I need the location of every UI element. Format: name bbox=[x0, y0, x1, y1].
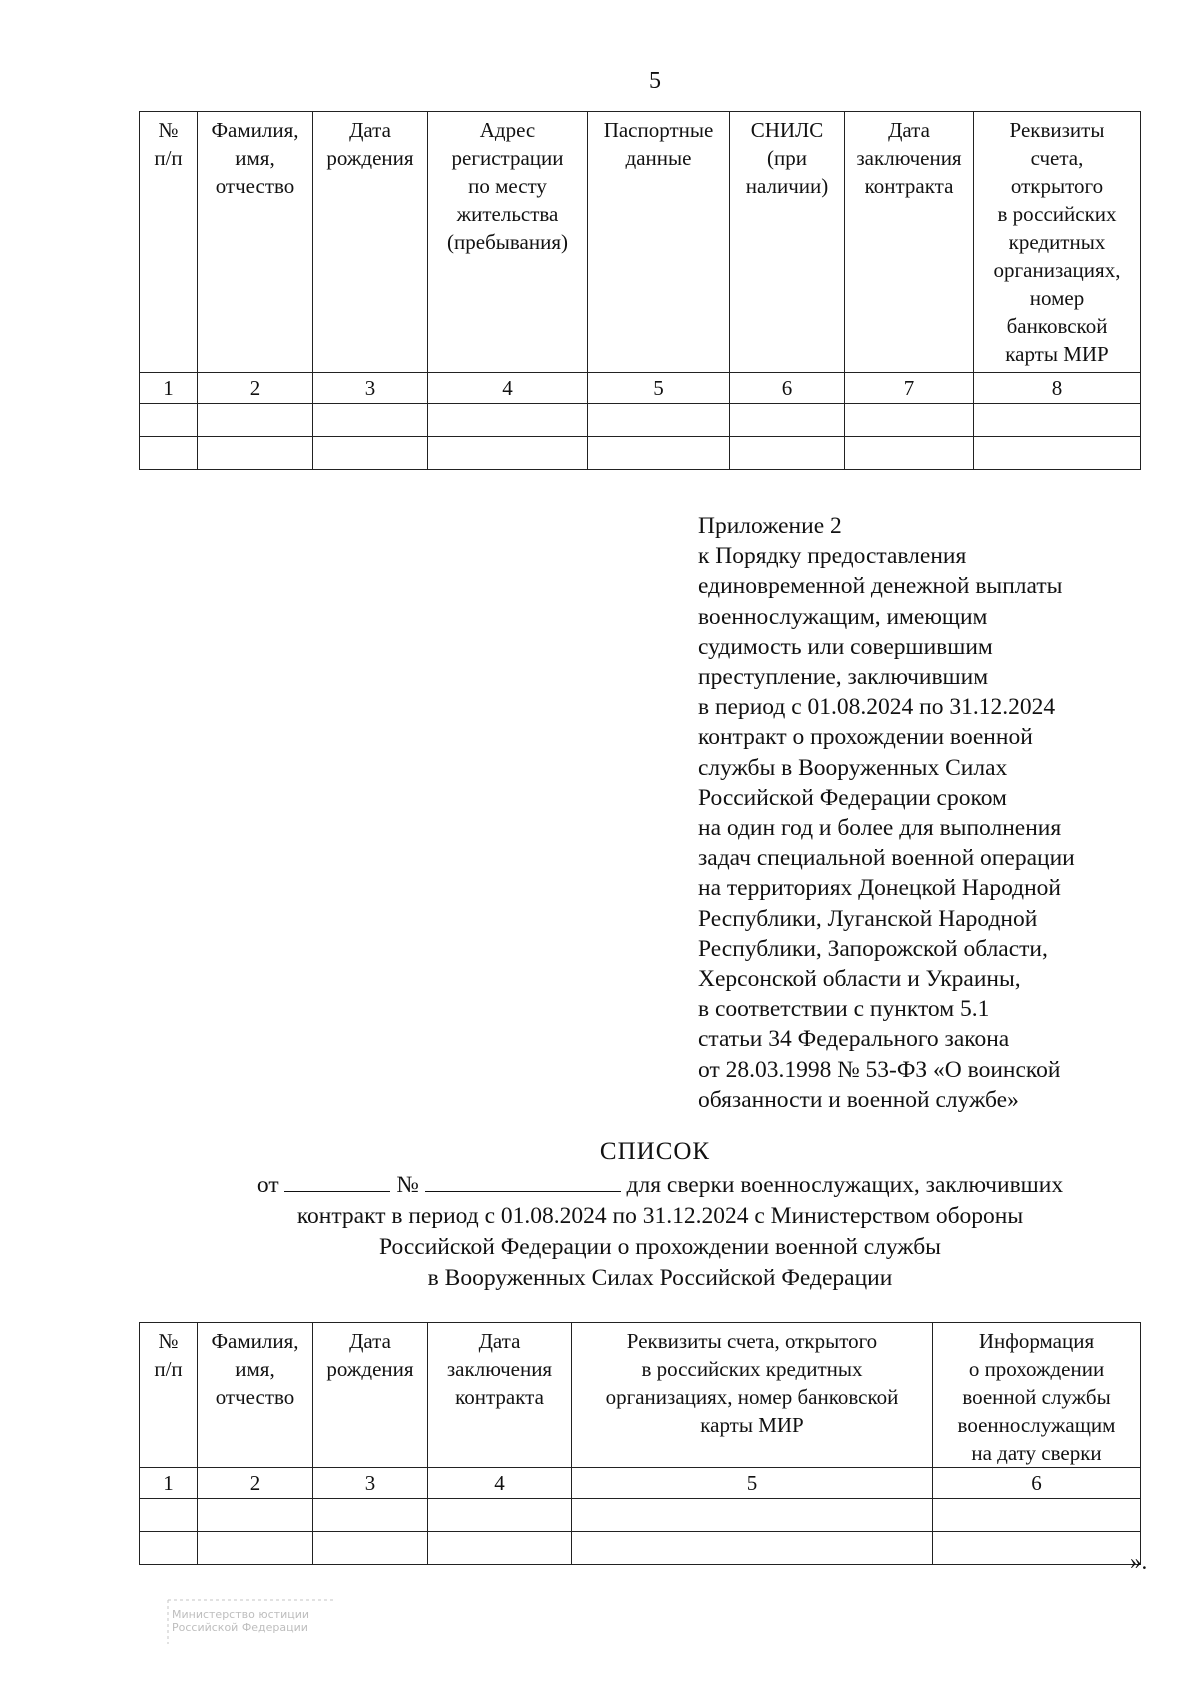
header-line: Реквизиты счета, открытого bbox=[626, 1329, 878, 1353]
header-line: имя, bbox=[235, 146, 275, 170]
column-number: 4 bbox=[428, 373, 588, 404]
table-cell bbox=[198, 1499, 313, 1532]
header-line: регистрации bbox=[451, 146, 564, 170]
annex-line: судимость или совершившим bbox=[698, 633, 993, 660]
table-1-header-cell bbox=[974, 112, 1141, 373]
list-subtitle-line-1 bbox=[200, 1170, 1120, 1201]
column-number: 6 bbox=[730, 373, 845, 404]
header-line: военной службы bbox=[962, 1385, 1111, 1409]
table-cell bbox=[588, 404, 730, 437]
header-line: отчество bbox=[215, 174, 295, 198]
annex-line: службы в Вооруженных Силах bbox=[698, 754, 1008, 781]
annex-line: в соответствии с пунктом 5.1 bbox=[698, 996, 990, 1023]
header-line: по месту bbox=[468, 174, 547, 198]
column-number: 1 bbox=[140, 373, 198, 404]
annex-line: на один год и более для выполнения bbox=[698, 815, 1062, 842]
header-line: Дата bbox=[349, 1329, 391, 1353]
header-line: отчество bbox=[215, 1385, 295, 1409]
header-line: контракта bbox=[864, 174, 954, 198]
annex-line: Республики, Луганской Народной bbox=[698, 905, 1038, 932]
table-1-header-cell bbox=[140, 112, 198, 373]
header-line: данные bbox=[625, 146, 692, 170]
list-subtitle-line-2: контракт в период с 01.08.2024 по 31.12.2024 с Министерством обороны bbox=[296, 1203, 1024, 1229]
column-number: 3 bbox=[313, 1468, 428, 1499]
annex-line: преступление, заключившим bbox=[698, 664, 989, 691]
list-subtitle-line-4: в Вооруженных Силах Российской Федерации bbox=[427, 1265, 893, 1291]
column-number: 6 bbox=[933, 1468, 1141, 1499]
page-number: 5 bbox=[649, 68, 661, 94]
header-line: Адрес bbox=[479, 118, 536, 142]
table-1-header-cell bbox=[428, 112, 588, 373]
list-subtitle-text: для сверки военнослужащих, заключивших bbox=[626, 1172, 1064, 1198]
table-cell bbox=[198, 437, 313, 470]
table-row bbox=[140, 1499, 1141, 1532]
table-cell bbox=[730, 404, 845, 437]
annex-line: единовременной денежной выплаты bbox=[698, 573, 1063, 600]
header-line: Фамилия, bbox=[211, 118, 299, 142]
header-line: военнослужащим bbox=[957, 1413, 1116, 1437]
stamp-line: Российской Федерации bbox=[172, 1621, 308, 1634]
stamp-line: Министерство юстиции bbox=[172, 1608, 310, 1621]
annex-line: военнослужащим, имеющим bbox=[698, 603, 988, 630]
table-cell bbox=[428, 437, 588, 470]
list-title: СПИСОК bbox=[599, 1138, 711, 1165]
column-number: 2 bbox=[198, 1468, 313, 1499]
header-line: рождения bbox=[326, 146, 414, 170]
table-cell bbox=[428, 1532, 572, 1565]
header-line: кредитных bbox=[1008, 230, 1106, 254]
header-line: имя, bbox=[235, 1357, 275, 1381]
header-line: п/п bbox=[154, 1357, 183, 1381]
table-1 bbox=[139, 111, 1141, 470]
table-cell bbox=[428, 404, 588, 437]
header-line: заключения bbox=[446, 1357, 553, 1381]
column-number: 5 bbox=[588, 373, 730, 404]
header-line: (при bbox=[767, 146, 807, 170]
header-line: номер bbox=[1029, 286, 1085, 310]
table-cell bbox=[974, 404, 1141, 437]
table-row bbox=[140, 404, 1141, 437]
table-cell bbox=[933, 1499, 1141, 1532]
table-1-header-cell bbox=[313, 112, 428, 373]
table-cell bbox=[313, 437, 428, 470]
header-line: о прохождении bbox=[968, 1357, 1105, 1381]
table-2-header-cell bbox=[198, 1323, 313, 1468]
table-cell bbox=[198, 1532, 313, 1565]
header-line: организациях, bbox=[993, 258, 1121, 282]
annex-line: Российской Федерации сроком bbox=[698, 784, 1007, 811]
header-line: в российских кредитных bbox=[641, 1357, 863, 1381]
header-line: наличии) bbox=[745, 174, 829, 198]
table-cell bbox=[313, 404, 428, 437]
header-line: № bbox=[158, 118, 179, 142]
table-cell bbox=[572, 1499, 933, 1532]
header-line: банковской bbox=[1006, 314, 1108, 338]
header-line: Дата bbox=[478, 1329, 521, 1353]
header-line: Реквизиты bbox=[1009, 118, 1105, 142]
header-line: организациях, номер банковской bbox=[605, 1385, 899, 1409]
annex-line: контракт о прохождении военной bbox=[698, 724, 1033, 751]
header-line: жительства bbox=[456, 202, 559, 226]
header-line: контракта bbox=[455, 1385, 544, 1409]
header-line: Информация bbox=[978, 1329, 1095, 1353]
header-line: карты МИР bbox=[700, 1413, 804, 1437]
annex-line: Херсонской области и Украины, bbox=[698, 966, 1021, 993]
header-line: Дата bbox=[349, 118, 391, 142]
header-line: СНИЛС bbox=[750, 118, 824, 142]
table-1-header-cell bbox=[198, 112, 313, 373]
table-2-header-cell bbox=[428, 1323, 572, 1468]
table-2-header-cell bbox=[313, 1323, 428, 1468]
table-cell bbox=[140, 437, 198, 470]
table-2-header-row bbox=[140, 1323, 1141, 1468]
from-label: от bbox=[256, 1172, 279, 1198]
table-2-number-row bbox=[140, 1468, 1141, 1499]
table-row bbox=[140, 1532, 1141, 1565]
table-cell bbox=[140, 404, 198, 437]
table-1-header-cell bbox=[730, 112, 845, 373]
table-row bbox=[140, 437, 1141, 470]
annex-line: на территориях Донецкой Народной bbox=[698, 875, 1061, 902]
table-cell bbox=[198, 404, 313, 437]
annex-line: задач специальной военной операции bbox=[698, 845, 1075, 872]
table-cell bbox=[933, 1532, 1141, 1565]
table-cell bbox=[140, 1532, 198, 1565]
table-cell bbox=[313, 1532, 428, 1565]
annex-line: статьи 34 Федерального закона bbox=[698, 1026, 1010, 1053]
header-line: заключения bbox=[856, 146, 962, 170]
header-line: № bbox=[158, 1329, 179, 1353]
header-line: Паспортные bbox=[603, 118, 714, 142]
table-cell bbox=[140, 1499, 198, 1532]
table-cell bbox=[572, 1532, 933, 1565]
column-number: 3 bbox=[313, 373, 428, 404]
table-1-header-cell bbox=[588, 112, 730, 373]
header-line: (пребывания) bbox=[447, 230, 568, 254]
table-cell bbox=[428, 1499, 572, 1532]
annex-line: Приложение 2 bbox=[698, 513, 842, 539]
annex-heading bbox=[698, 511, 1168, 1115]
table-cell bbox=[588, 437, 730, 470]
table-1-number-row bbox=[140, 373, 1141, 404]
header-line: рождения bbox=[326, 1357, 414, 1381]
number-blank bbox=[425, 1171, 621, 1192]
annex-line: Республики, Запорожской области, bbox=[698, 935, 1048, 962]
column-number: 8 bbox=[974, 373, 1141, 404]
table-2-header-cell bbox=[572, 1323, 933, 1468]
header-line: открытого bbox=[1010, 174, 1104, 198]
header-line: в российских bbox=[997, 202, 1117, 226]
column-number: 7 bbox=[845, 373, 974, 404]
number-sign: № bbox=[396, 1172, 419, 1198]
closing-quote-mark: ». bbox=[1130, 1549, 1148, 1574]
table-1-header-cell bbox=[845, 112, 974, 373]
table-2-header-cell bbox=[933, 1323, 1141, 1468]
annex-line: от 28.03.1998 № 53-ФЗ «О воинской bbox=[698, 1056, 1061, 1083]
header-line: на дату сверки bbox=[971, 1441, 1102, 1465]
header-line: Дата bbox=[888, 118, 930, 142]
list-subtitle-line-3: Российской Федерации о прохождении военной службы bbox=[379, 1234, 941, 1260]
column-number: 5 bbox=[572, 1468, 933, 1499]
column-number: 1 bbox=[140, 1468, 198, 1499]
annex-line: обязанности и военной службе» bbox=[698, 1086, 1019, 1113]
header-line: карты МИР bbox=[1005, 342, 1109, 366]
table-cell bbox=[730, 437, 845, 470]
date-blank bbox=[284, 1171, 390, 1192]
table-cell bbox=[845, 404, 974, 437]
table-2 bbox=[139, 1322, 1141, 1565]
table-cell bbox=[974, 437, 1141, 470]
table-2-header-cell bbox=[140, 1323, 198, 1468]
header-line: счета, bbox=[1030, 146, 1084, 170]
header-line: Фамилия, bbox=[211, 1329, 299, 1353]
table-cell bbox=[313, 1499, 428, 1532]
registration-stamp bbox=[166, 1594, 386, 1654]
table-1-header-row bbox=[140, 112, 1141, 373]
annex-line: в период с 01.08.2024 по 31.12.2024 bbox=[698, 694, 1056, 721]
column-number: 4 bbox=[428, 1468, 572, 1499]
annex-line: к Порядку предоставления bbox=[698, 543, 967, 570]
header-line: п/п bbox=[154, 146, 183, 170]
column-number: 2 bbox=[198, 373, 313, 404]
table-cell bbox=[845, 437, 974, 470]
list-subtitle bbox=[200, 1170, 1120, 1294]
